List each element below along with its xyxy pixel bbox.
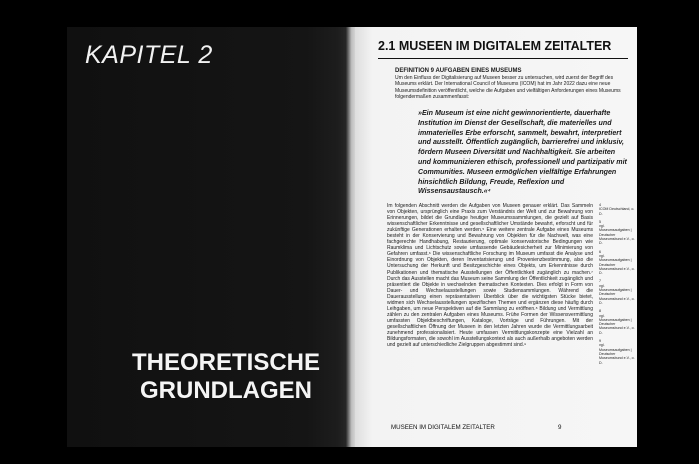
footnote <box>599 279 635 305</box>
part-title-line-1: THEORETISCHE <box>131 349 320 376</box>
museum-definition-quote: »Ein Museum ist eine nicht gewinnorientierte, dauerhafte Institution im Dienst der Gesellschaft, die materielles und immaterielles Erbe erforscht, sammelt, bewahrt, interpretiert und ausstellt. Öffentlich zugänglich, barrierefrei und inklusiv, fördern Museen Diversität und Nachhaltigkeit. Sie arbeiten und kommunizieren ethisch, professionell und partizipativ mit Communities. Museen ermöglichen vielfältige Erfahrungen hinsichtlich Bildung, Freude, Reflexion und Wissensaustausch.«⁴ <box>418 109 627 196</box>
footnote-number: 7 <box>599 279 601 284</box>
chapter-label: KAPITEL 2 <box>85 41 213 69</box>
footnote <box>599 250 635 276</box>
right-page <box>355 27 637 447</box>
intro-paragraph: Um den Einfluss der Digitalisierung auf Museen besser zu untersuchen, wird zuerst der Begriff des Museums erklärt. Der International Council of Museums (ICOM) hat im Jahr 2022 dazu eine neue Museumsdefinition veröffentlicht, welche die Aufgaben und vielfältigen Anforderungen eines Museums folgendermaßen zusammenfasst: <box>395 75 621 101</box>
footnote <box>599 220 635 246</box>
footnote <box>599 309 635 335</box>
footnote-number: 6 <box>599 249 601 254</box>
page-number: 9 <box>558 424 562 431</box>
part-title-line-2: GRUNDLAGEN <box>140 377 312 404</box>
footnote-text: vgl. Museumsaufgaben | Deutscher Museumsbund e.V., o. D. <box>599 313 635 335</box>
footnote-number: 4 <box>599 203 601 207</box>
footnote-text: vgl. Museumsaufgaben | Deutscher Museumsbund e.V., o. D. <box>599 224 635 246</box>
footnote-number: 8 <box>599 309 601 314</box>
footnote-text: vgl. Museumsaufgaben | Deutscher Museumsbund e.V., o. D. <box>599 343 635 365</box>
footnote-text: vgl. Museumsaufgaben | Deutscher Museumsbund e.V., o. D. <box>599 253 635 276</box>
footnote <box>599 339 635 365</box>
footnotes <box>599 203 635 369</box>
footnote <box>599 203 635 216</box>
section-title: 2.1 MUSEEN IM DIGITALEM ZEITALTER <box>378 39 612 53</box>
running-head: MUSEEN IM DIGITALEM ZEITALTER <box>391 424 495 431</box>
part-title <box>106 349 346 405</box>
footnote-number: 9 <box>599 339 601 344</box>
footnote-number: 5 <box>599 219 601 224</box>
body-text: Im folgenden Abschnitt werden die Aufgaben von Museen genauer erklärt. Das Sammeln von Objekten, ursprünglich eine Praxis zum Verständnis der Welt und zur Bewahrung von Erinnerungen, bildet die Grundlage heutiger Museumssammlungen, die gezielt auf Basis wissenschaftlicher Erkenntnisse und gesellschaftlicher Umstände bewahrt, erforscht und für zukünftige Generationen erhalten werden.⁵ Eine weitere zentrale Aufgabe eines Museums besteht in der Konservierung und Bewahrung von Objekten für die Nachwelt, was eine fachgerechte Handhabung, Restaurierung, optimale konservatorische Bedingungen wie Raumklima und Lichtschutz sowie umfassende Gebäudesicherheit zur Minimierung von Gefahren umfasst.⁶ Die wissenschaftliche Forschung im Museum umfasst die Analyse und Einordnung von Objekten, deren Inventarisierung und Provenienzbestimmung, also die Untersuchung der Herkunft und Besitzgeschichte eines Objekts, um Erkenntnisse durch Publikationen und thematische Ausstellungen der Öffentlichkeit zugänglich zu machen.⁷ Durch das Ausstellen macht das Museum seine Sammlung der Öffentlichkeit zugänglich und präsentiert die Objekte in wechselnden thematischen Kontexten. Dies erfolgt in Form von Dauer- und Wechselausstellungen sowie Studiensammlungen. Während die Dauerausstellung einen repräsentativen Überblick über die wichtigsten Stücke bietet, widmen sich Wechselausstellungen spezifischen Themen und ergänzen diese häufig durch Leihgaben, um neue Perspektiven auf die Sammlung zu eröffnen.⁸ Bildung und Vermittlung zählen zu den zentralen Aufgaben eines Museums. Frühe Formen der Wissensvermittlung umfassten Objektbeschriftungen, Kataloge, Vorträge und Führungen. Mit der gesellschaftlichen Öffnung der Museen in den letzten Jahren wurde die Vermittlungsarbeit zunehmend professionalisiert. Heute umfassen Vermittlungskonzepte eine Vielzahl an Bildungsformaten, die sowohl im Ausstellungskontext als auch außerhalb angeboten werden und gezielt auf unterschiedliche Zielgruppen abgestimmt sind.⁹ <box>387 203 593 349</box>
definition-heading: DEFINITION 9 AUFGABEN EINES MUSEUMS <box>395 68 522 74</box>
title-rule <box>378 58 628 59</box>
left-page <box>67 27 349 447</box>
footnote-text: vgl. Museumsaufgaben | Deutscher Museumsbund e.V., o. D. <box>599 283 635 305</box>
footnote-text: ICOM Deutschland, o. D. <box>599 207 635 216</box>
